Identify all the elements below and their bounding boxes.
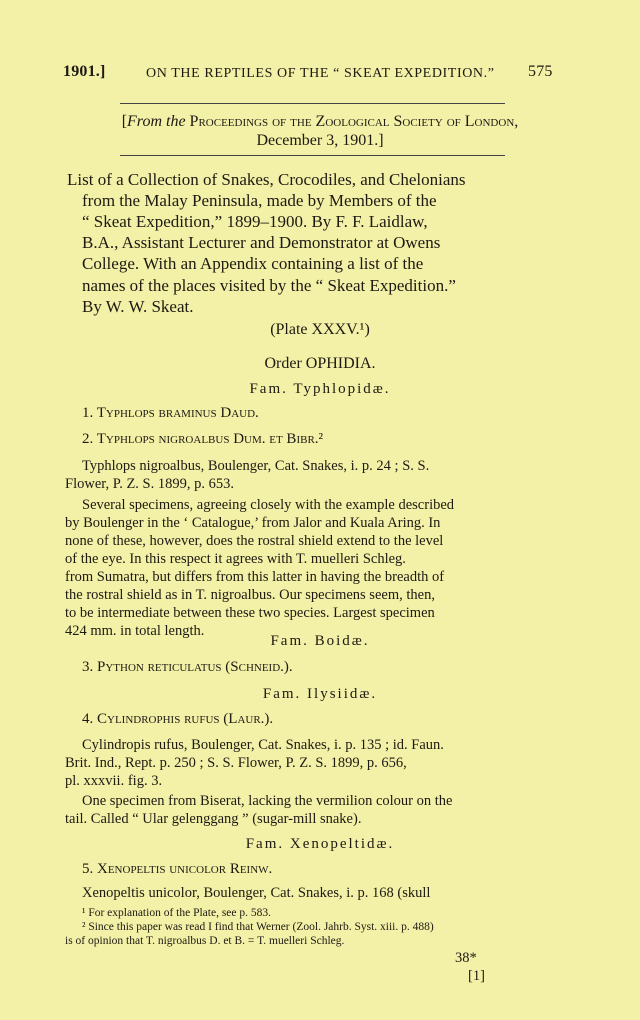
title-line-3: “ Skeat Expedition,” 1899–1900. By F. F. Laidlaw,: [82, 212, 428, 231]
family-heading-boidae: Fam. Boidæ.: [270, 633, 370, 649]
signature-mark: 38*: [455, 950, 477, 966]
species-2-text-3: none of these, however, does the rostral shield extend to the level: [65, 533, 444, 549]
title-line-4: B.A., Assistant Lecturer and Demonstrator at Owens: [82, 233, 441, 252]
species-2-reference-2: Flower, P. Z. S. 1899, p. 653.: [65, 476, 235, 492]
bracket-mark: [1]: [468, 968, 485, 984]
plate-reference: (Plate XXXV.¹): [270, 321, 370, 338]
title-line-5: College. With an Appendix containing a list of the: [82, 254, 424, 273]
species-2: 2. Typhlops nigroalbus Dum. et Bibr.²: [82, 431, 324, 447]
species-4-reference-1: Cylindropis rufus, Boulenger, Cat. Snakes, i. p. 135 ; id. Faun.: [82, 737, 444, 753]
proceedings-date: December 3, 1901.]: [256, 132, 384, 149]
species-2-text-5: from Sumatra, but differs from this latter in having the breadth of: [65, 569, 445, 585]
species-2-reference-1: Typhlops nigroalbus, Boulenger, Cat. Snakes, i. p. 24 ; S. S.: [82, 458, 430, 474]
family-heading-ilysiidae: Fam. Ilysiidæ.: [262, 686, 378, 702]
species-4: 4. Cylindrophis rufus (Laur.).: [82, 711, 274, 727]
species-4-text-2: tail. Called “ Ular gelenggang ” (sugar-mill snake).: [65, 811, 362, 827]
proceedings-bracket: [: [121, 113, 128, 130]
family-heading-typhlopidae: Fam. Typhlopidæ.: [249, 381, 391, 397]
species-2-text-7: to be intermediate between these two species. Largest specimen: [65, 605, 435, 621]
title-line-2: from the Malay Peninsula, made by Members of the: [82, 191, 437, 210]
title-line-6: names of the places visited by the “ Skeat Expedition.”: [82, 276, 456, 295]
species-2-text-1: Several specimens, agreeing closely with the example described: [82, 497, 455, 513]
header-year: 1901.]: [63, 63, 106, 80]
proceedings-rule: [120, 155, 505, 156]
footnote-2a: ² Since this paper was read I find that Werner (Zool. Jahrb. Syst. xiii. p. 488): [82, 921, 434, 933]
species-4-text-1: One specimen from Biserat, lacking the vermilion colour on the: [82, 793, 453, 809]
family-heading-xenopeltidae: Fam. Xenopeltidæ.: [245, 836, 395, 852]
footnote-2b: is of opinion that T. nigroalbus D. et B. = T. muelleri Schleg.: [65, 935, 345, 947]
species-2-text-8: 424 mm. in total length.: [65, 623, 205, 639]
header-running-title: ON THE REPTILES OF THE “ SKEAT EXPEDITION.”: [146, 66, 495, 81]
proceedings-society: Proceedings of the Zoological Society of London,: [189, 113, 519, 130]
title-line-1: List of a Collection of Snakes, Crocodiles, and Chelonians: [67, 170, 466, 189]
species-3: 3. Python reticulatus (Schneid.).: [82, 659, 293, 675]
proceedings-from-the: From the: [127, 113, 186, 130]
species-1: 1. Typhlops braminus Daud.: [82, 405, 259, 421]
species-5: 5. Xenopeltis unicolor Reinw.: [82, 861, 273, 877]
species-2-text-4: of the eye. In this respect it agrees with T. muelleri Schleg.: [65, 551, 406, 567]
proceedings-line: [0, 113, 640, 131]
species-4-reference-2: Brit. Ind., Rept. p. 250 ; S. S. Flower, P. Z. S. 1899, p. 656,: [65, 755, 407, 771]
species-5-reference: Xenopeltis unicolor, Boulenger, Cat. Snakes, i. p. 168 (skull: [82, 885, 431, 901]
header-rule: [120, 103, 505, 104]
footnote-1: ¹ For explanation of the Plate, see p. 583.: [82, 907, 272, 919]
species-2-text-6: the rostral shield as in T. nigroalbus. Our specimens seem, then,: [65, 587, 435, 603]
order-heading: Order OPHIDIA.: [264, 355, 376, 372]
title-line-7: By W. W. Skeat.: [82, 297, 194, 316]
header-page-number: 575: [528, 63, 553, 80]
species-2-text-2: by Boulenger in the ‘ Catalogue,’ from Jalor and Kuala Aring. In: [65, 515, 441, 531]
species-4-reference-3: pl. xxxvii. fig. 3.: [65, 773, 163, 789]
